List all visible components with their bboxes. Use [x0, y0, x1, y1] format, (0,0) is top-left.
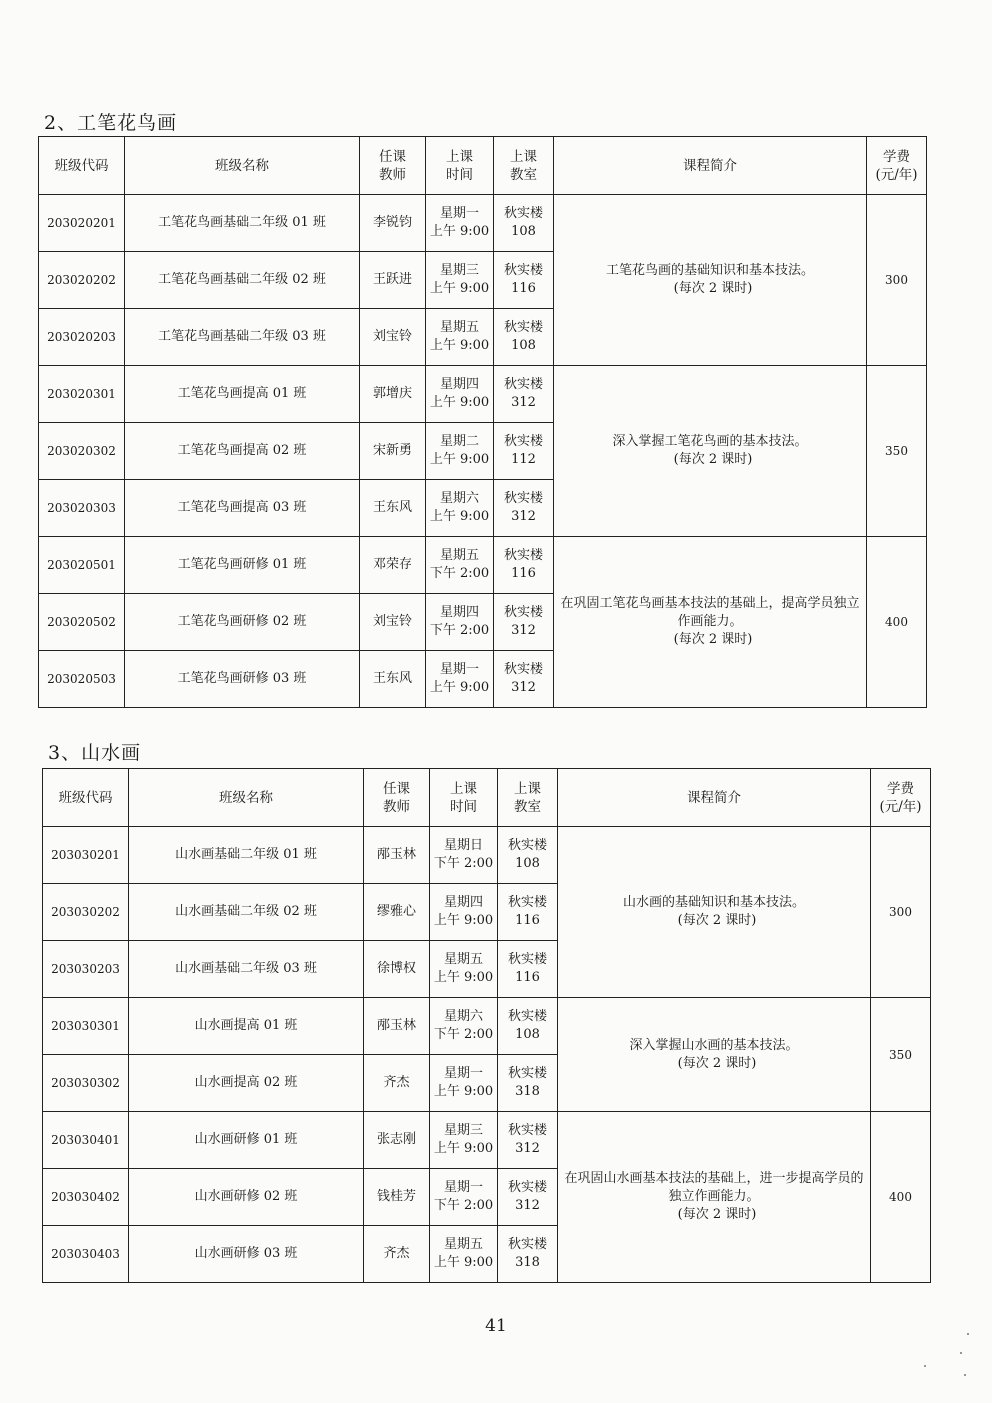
class-code: 203020503	[39, 651, 125, 708]
classroom: 秋实楼 116	[494, 537, 554, 594]
class-name: 工笔花鸟画基础二年级 03 班	[125, 309, 360, 366]
header-teacher: 任课 教师	[360, 137, 426, 195]
classroom: 秋实楼 318	[498, 1055, 558, 1112]
course-description: 深入掌握工笔花鸟画的基本技法。 (每次 2 课时)	[554, 366, 867, 537]
teacher: 郭增庆	[360, 366, 426, 423]
course-description: 在巩固工笔花鸟画基本技法的基础上，提高学员独立作画能力。 (每次 2 课时)	[554, 537, 867, 708]
header-description: 课程简介	[554, 137, 867, 195]
class-code: 203020502	[39, 594, 125, 651]
header-class-name: 班级名称	[129, 769, 364, 827]
tuition-fee: 300	[871, 827, 931, 998]
teacher: 徐博权	[364, 941, 430, 998]
class-time: 星期日 下午 2:00	[430, 827, 498, 884]
class-name: 工笔花鸟画基础二年级 01 班	[125, 195, 360, 252]
class-name: 山水画基础二年级 03 班	[129, 941, 364, 998]
class-name: 工笔花鸟画提高 01 班	[125, 366, 360, 423]
class-code: 203020203	[39, 309, 125, 366]
teacher: 邴玉林	[364, 998, 430, 1055]
header-room: 上课 教室	[494, 137, 554, 195]
class-name: 山水画提高 01 班	[129, 998, 364, 1055]
course-description: 山水画的基础知识和基本技法。 (每次 2 课时)	[558, 827, 871, 998]
classroom: 秋实楼 116	[494, 252, 554, 309]
header-class-code: 班级代码	[43, 769, 129, 827]
class-time: 星期四 上午 9:00	[426, 366, 494, 423]
class-name: 工笔花鸟画研修 02 班	[125, 594, 360, 651]
header-class-code: 班级代码	[39, 137, 125, 195]
class-time: 星期四 上午 9:00	[430, 884, 498, 941]
class-code: 203030201	[43, 827, 129, 884]
scan-speck	[967, 1333, 969, 1335]
classroom: 秋实楼 318	[498, 1226, 558, 1283]
class-code: 203030402	[43, 1169, 129, 1226]
class-name: 山水画基础二年级 01 班	[129, 827, 364, 884]
teacher: 钱桂芳	[364, 1169, 430, 1226]
table-header-row	[43, 769, 931, 827]
class-time: 星期三 上午 9:00	[426, 252, 494, 309]
classroom: 秋实楼 116	[498, 941, 558, 998]
class-name: 山水画研修 01 班	[129, 1112, 364, 1169]
table-row	[43, 827, 931, 884]
teacher: 刘宝铃	[360, 309, 426, 366]
teacher: 王跃进	[360, 252, 426, 309]
teacher: 李锐钧	[360, 195, 426, 252]
tuition-fee: 350	[871, 998, 931, 1112]
teacher: 王东风	[360, 480, 426, 537]
classroom: 秋实楼 312	[498, 1169, 558, 1226]
class-time: 星期五 上午 9:00	[430, 1226, 498, 1283]
classroom: 秋实楼 312	[494, 366, 554, 423]
class-name: 工笔花鸟画研修 03 班	[125, 651, 360, 708]
header-description: 课程简介	[558, 769, 871, 827]
classroom: 秋实楼 108	[494, 195, 554, 252]
classroom: 秋实楼 116	[498, 884, 558, 941]
scan-speck	[960, 1352, 962, 1354]
classroom: 秋实楼 312	[494, 651, 554, 708]
class-code: 203030203	[43, 941, 129, 998]
class-time: 星期五 上午 9:00	[430, 941, 498, 998]
class-name: 山水画研修 03 班	[129, 1226, 364, 1283]
teacher: 邴玉林	[364, 827, 430, 884]
teacher: 刘宝铃	[360, 594, 426, 651]
classroom: 秋实楼 312	[494, 480, 554, 537]
tuition-fee: 300	[867, 195, 927, 366]
class-name: 山水画基础二年级 02 班	[129, 884, 364, 941]
header-teacher: 任课 教师	[364, 769, 430, 827]
class-code: 203030401	[43, 1112, 129, 1169]
classroom: 秋实楼 108	[498, 827, 558, 884]
header-class-name: 班级名称	[125, 137, 360, 195]
classroom: 秋实楼 312	[494, 594, 554, 651]
header-fee: 学费 (元/年)	[871, 769, 931, 827]
teacher: 宋新勇	[360, 423, 426, 480]
course-table-shanshui	[42, 768, 931, 1283]
course-description: 在巩固山水画基本技法的基础上，进一步提高学员的独立作画能力。 (每次 2 课时)	[558, 1112, 871, 1283]
class-time: 星期二 上午 9:00	[426, 423, 494, 480]
teacher: 邓荣存	[360, 537, 426, 594]
table-row	[39, 537, 927, 594]
teacher: 齐杰	[364, 1055, 430, 1112]
class-code: 203020301	[39, 366, 125, 423]
course-description: 工笔花鸟画的基础知识和基本技法。 (每次 2 课时)	[554, 195, 867, 366]
class-time: 星期六 下午 2:00	[430, 998, 498, 1055]
scan-speck	[964, 1374, 966, 1376]
table-row	[43, 998, 931, 1055]
classroom: 秋实楼 312	[498, 1112, 558, 1169]
class-code: 203030301	[43, 998, 129, 1055]
scan-speck	[924, 1365, 926, 1367]
class-code: 203020302	[39, 423, 125, 480]
class-name: 工笔花鸟画提高 03 班	[125, 480, 360, 537]
class-time: 星期四 下午 2:00	[426, 594, 494, 651]
header-time: 上课 时间	[426, 137, 494, 195]
class-time: 星期一 上午 9:00	[426, 195, 494, 252]
class-code: 203020501	[39, 537, 125, 594]
header-fee: 学费 (元/年)	[867, 137, 927, 195]
classroom: 秋实楼 108	[498, 998, 558, 1055]
teacher: 张志刚	[364, 1112, 430, 1169]
tuition-fee: 400	[871, 1112, 931, 1283]
table-header-row	[39, 137, 927, 195]
section-title-gongbi: 2、工笔花鸟画	[44, 112, 178, 134]
class-time: 星期一 上午 9:00	[426, 651, 494, 708]
header-time: 上课 时间	[430, 769, 498, 827]
class-name: 山水画研修 02 班	[129, 1169, 364, 1226]
class-name: 工笔花鸟画研修 01 班	[125, 537, 360, 594]
teacher: 齐杰	[364, 1226, 430, 1283]
class-time: 星期一 上午 9:00	[430, 1055, 498, 1112]
class-time: 星期六 上午 9:00	[426, 480, 494, 537]
section-title-shanshui: 3、山水画	[48, 742, 142, 764]
class-code: 203030202	[43, 884, 129, 941]
classroom: 秋实楼 112	[494, 423, 554, 480]
table-row	[39, 366, 927, 423]
header-room: 上课 教室	[498, 769, 558, 827]
class-time: 星期一 下午 2:00	[430, 1169, 498, 1226]
table-row	[43, 1112, 931, 1169]
class-time: 星期五 上午 9:00	[426, 309, 494, 366]
tuition-fee: 350	[867, 366, 927, 537]
table-row	[39, 195, 927, 252]
class-code: 203030302	[43, 1055, 129, 1112]
class-code: 203030403	[43, 1226, 129, 1283]
course-table-gongbi	[38, 136, 927, 708]
course-description: 深入掌握山水画的基本技法。 (每次 2 课时)	[558, 998, 871, 1112]
class-time: 星期五 下午 2:00	[426, 537, 494, 594]
class-name: 山水画提高 02 班	[129, 1055, 364, 1112]
classroom: 秋实楼 108	[494, 309, 554, 366]
tuition-fee: 400	[867, 537, 927, 708]
class-code: 203020202	[39, 252, 125, 309]
class-code: 203020201	[39, 195, 125, 252]
class-name: 工笔花鸟画基础二年级 02 班	[125, 252, 360, 309]
class-code: 203020303	[39, 480, 125, 537]
page-number: 41	[485, 1316, 507, 1336]
teacher: 王东风	[360, 651, 426, 708]
class-name: 工笔花鸟画提高 02 班	[125, 423, 360, 480]
class-time: 星期三 上午 9:00	[430, 1112, 498, 1169]
teacher: 缪雅心	[364, 884, 430, 941]
